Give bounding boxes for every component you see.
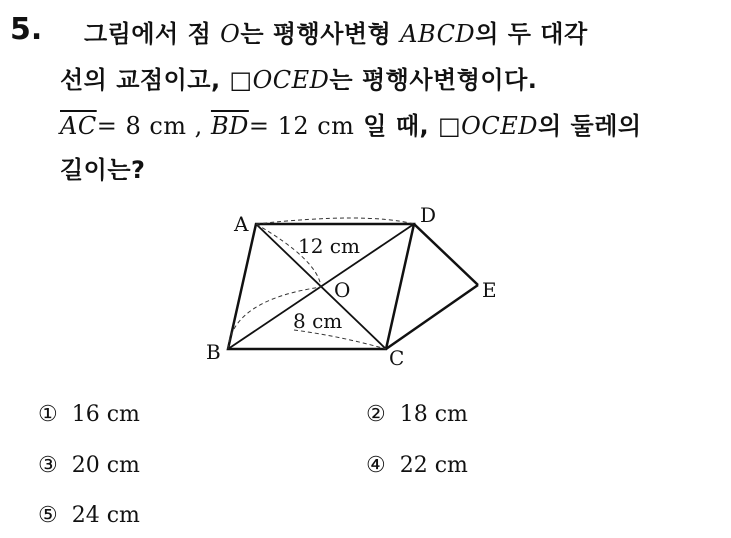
- side-de: [414, 224, 478, 285]
- choice-text: 22 cm: [399, 453, 468, 478]
- side-ec: [386, 285, 478, 349]
- choice-4[interactable]: [366, 453, 468, 478]
- text-segment: 의 둘레의: [537, 112, 642, 140]
- separator: ,: [186, 112, 211, 140]
- text-segment: 의 두 대각: [475, 20, 588, 48]
- choice-number: ②: [366, 402, 386, 427]
- choice-text: 20 cm: [71, 453, 140, 478]
- label-b: B: [206, 340, 221, 364]
- segment-bd: $\overline{BD}$: [210, 112, 249, 140]
- choice-3[interactable]: [38, 453, 140, 478]
- question-number: 5.: [10, 12, 43, 47]
- label-o: O: [334, 278, 351, 302]
- choice-number: ①: [38, 402, 58, 427]
- parallelogram-abcd: ABCD: [400, 20, 476, 48]
- label-d: D: [420, 203, 437, 227]
- text-segment: 는 평행사변형이다.: [329, 66, 538, 94]
- point-o: O: [220, 20, 241, 48]
- label-e: E: [482, 278, 497, 302]
- text-segment: 선의 교점이고, □: [60, 66, 253, 94]
- text-segment: 는 평행사변형: [240, 20, 401, 48]
- choice-text: 24 cm: [71, 503, 140, 528]
- question-line-4: 길이는?: [60, 156, 146, 184]
- choice-number: ④: [366, 453, 386, 478]
- parallelogram-oced: OCED: [252, 66, 330, 94]
- choice-5[interactable]: [38, 503, 140, 528]
- ac-length-label: 8 cm: [293, 309, 343, 333]
- bd-length-label: 12 cm: [298, 234, 360, 258]
- choice-1[interactable]: [38, 402, 140, 427]
- choice-number: ⑤: [38, 503, 58, 528]
- choice-2[interactable]: [366, 402, 468, 427]
- bd-value: = 12 cm: [248, 112, 355, 140]
- parallelogram-oced: OCED: [461, 112, 538, 140]
- choice-text: 18 cm: [399, 402, 468, 427]
- text-segment: 그림에서 점: [84, 20, 221, 48]
- choice-text: 16 cm: [71, 402, 140, 427]
- ac-value: = 8 cm: [96, 112, 187, 140]
- label-a: A: [234, 212, 249, 236]
- segment-ac: $\overline{AC}$: [60, 112, 97, 140]
- label-c: C: [389, 346, 405, 370]
- choice-number: ③: [38, 453, 58, 478]
- text-segment: 일 때, □: [354, 112, 462, 140]
